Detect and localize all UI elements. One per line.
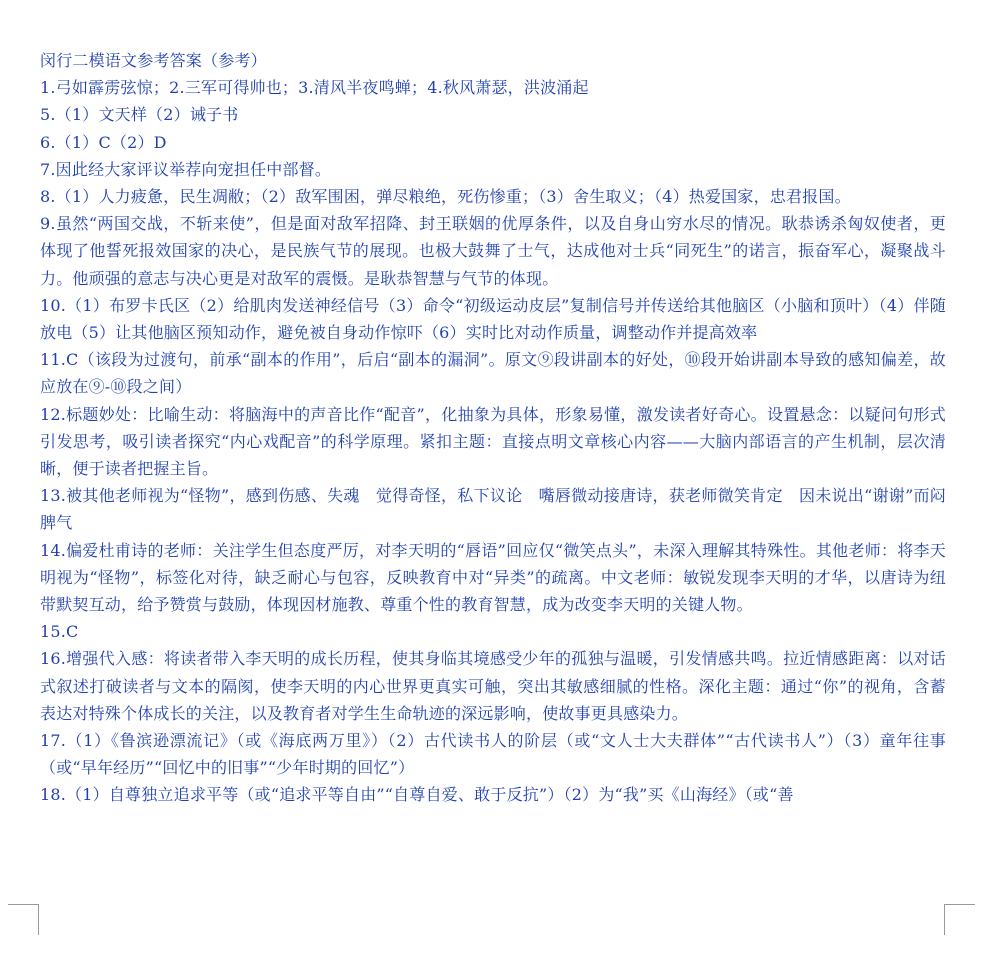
answer-10: 10.（1）布罗卡氏区（2）给肌肉发送神经信号（3）命令“初级运动皮层”复制信号并传送给其他脑区（小脑和顶叶）（4）伴随放电（5）让其他脑区预知动作，避免被自身动作惊吓（6）实时比对动作质量，调整动作并提高效率 (40, 295, 946, 343)
answer-13: 13.被其他老师视为“怪物”，感到伤感、失魂 觉得奇怪，私下议论 嘴唇微动接唐诗，获老师微笑肯定 因未说出“谢谢”而闷脾气 (40, 486, 946, 533)
page-corner-mark-right (944, 904, 975, 935)
answer-15: 15.C (40, 622, 79, 642)
document-title: 闵行二模语文参考答案（参考） (40, 51, 267, 70)
answer-key-body (40, 47, 946, 809)
answer-14: 14.偏爱杜甫诗的老师：关注学生但态度严厉，对李天明的“唇语”回应仅“微笑点头”，未深入理解其特殊性。其他老师：将李天明视为“怪物”，标签化对待，缺乏耐心与包容，反映教育中对“异类”的疏离。中文老师：敏锐发现李天明的才华，以唐诗为纽带默契互动，给予赞赏与鼓励，体现因材施教、尊重个性的教育智慧，成为改变李天明的关键人物。 (40, 540, 946, 615)
answer-5: 5.（1）文天样（2）诫子书 (40, 105, 239, 125)
answer-1-4: 1.弓如霹雳弦惊；2.三军可得帅也；3.清风半夜鸣蝉；4.秋风萧瑟，洪波涌起 (40, 78, 589, 98)
answer-16: 16.增强代入感：将读者带入李天明的成长历程，使其身临其境感受少年的孤独与温暖，引发情感共鸣。拉近情感距离：以对话式叙述打破读者与文本的隔阂，使李天明的内心世界更真实可触，突出其敏感细腻的性格。深化主题：通过“你”的视角，含蓄表达对特殊个体成长的关注，以及教育者对学生生命轨迹的深远影响，使故事更具感染力。 (40, 649, 946, 723)
answer-18: 18.（1）自尊独立追求平等（或“追求平等自由”“自尊自爱、敢于反抗”）（2）为“我”买《山海经》（或“善 (40, 785, 794, 805)
answer-6: 6.（1）C（2）D (40, 132, 167, 152)
answer-7: 7.因此经大家评议举荐向宠担任中部督。 (40, 159, 332, 179)
answer-17: 17.（1）《鲁滨逊漂流记》（或《海底两万里》）（2）古代读书人的阶层（或“文人士大夫群体”“古代读书人”）（3）童年往事（或“早年经历”“回忆中的旧事”“少年时期的回忆”） (40, 731, 946, 778)
answer-8: 8.（1）人力疲惫，民生凋敝；（2）敌军围困，弹尽粮绝，死伤惨重；（3）舍生取义；（4）热爱国家，忠君报国。 (40, 187, 851, 207)
answer-11: 11.C（该段为过渡句，前承“副本的作用”，后启“副本的漏洞”。原文⑨段讲副本的好处，⑩段开始讲副本导致的感知偏差，故应放在⑨-⑩段之间） (40, 350, 946, 397)
page-corner-mark-left (8, 904, 39, 935)
answer-12: 12.标题妙处：比喻生动：将脑海中的声音比作“配音”，化抽象为具体，形象易懂，激发读者好奇心。设置悬念：以疑问句形式引发思考，吸引读者探究“内心戏配音”的科学原理。紧扣主题：直接点明文章核心内容——大脑内部语言的产生机制，层次清晰，便于读者把握主旨。 (40, 404, 946, 479)
answer-9: 9.虽然“两国交战，不斩来使”，但是面对敌军招降、封王联姻的优厚条件，以及自身山穷水尽的情况。耿恭诱杀匈奴使者，更体现了他誓死报效国家的决心，是民族气节的展现。也极大鼓舞了士气，达成他对士兵“同死生”的诺言，振奋军心，凝聚战斗力。他顽强的意志与决心更是对敌军的震慑。是耿恭智慧与气节的体现。 (40, 214, 946, 288)
